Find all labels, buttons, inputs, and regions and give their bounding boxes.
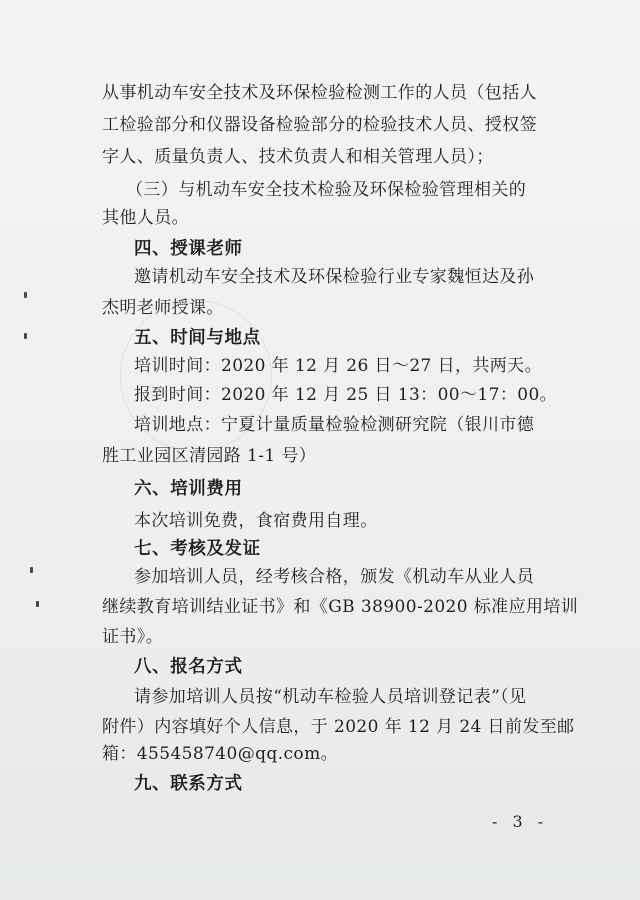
body-text-line: 参加培训人员，经考核合格，颁发《机动车从业人员 <box>134 567 535 587</box>
section-heading: 四、授课老师 <box>134 239 243 259</box>
body-text-line: 附件）内容填好个人信息，于 2020 年 12 月 24 日前发至邮 <box>102 717 575 737</box>
body-text-line: 胜工业园区清园路 1-1 号） <box>102 446 317 466</box>
body-text-line: 本次培训免费，食宿费用自理。 <box>134 511 378 531</box>
section-heading: 七、考核及发证 <box>134 539 261 559</box>
email-address: 箱：455458740@qq.com。 <box>102 744 338 764</box>
body-text-line: 杰明老师授课。 <box>102 298 224 318</box>
margin-mark <box>24 333 27 339</box>
body-text-line: 报到时间：2020 年 12 月 25 日 13：00～17：00。 <box>134 385 558 405</box>
page-number: - 3 - <box>492 812 549 831</box>
body-text-line: 培训地点：宁夏计量质量检验检测研究院（银川市德 <box>134 415 535 435</box>
body-text-line: 其他人员。 <box>102 208 189 228</box>
body-text-line: 字人、质量负责人、技术负责人和相关管理人员）； <box>102 147 494 167</box>
margin-mark <box>24 292 27 298</box>
body-text-line: 证书》。 <box>102 627 164 647</box>
margin-mark <box>36 601 39 607</box>
body-text-line: （三）与机动车安全技术检验及环保检验管理相关的 <box>126 180 527 200</box>
body-text-line: 从事机动车安全技术及环保检验检测工作的人员（包括人 <box>102 83 537 103</box>
body-text-line: 继续教育培训结业证书》和《GB 38900-2020 标准应用培训 <box>102 597 579 617</box>
body-text-line: 工检验部分和仪器设备检验部分的检验技术人员、授权签 <box>102 115 537 135</box>
section-heading: 八、报名方式 <box>134 657 243 677</box>
margin-mark <box>30 567 33 573</box>
section-heading: 六、培训费用 <box>134 479 243 499</box>
section-heading: 五、时间与地点 <box>134 328 261 348</box>
body-text-line: 培训时间：2020 年 12 月 26 日～27 日，共两天。 <box>134 356 542 376</box>
body-text-line: 邀请机动车安全技术及环保检验行业专家魏恒达及孙 <box>134 267 535 287</box>
body-text-line: 请参加培训人员按“机动车检验人员培训登记表”（见 <box>134 687 527 707</box>
section-heading: 九、联系方式 <box>134 774 243 794</box>
